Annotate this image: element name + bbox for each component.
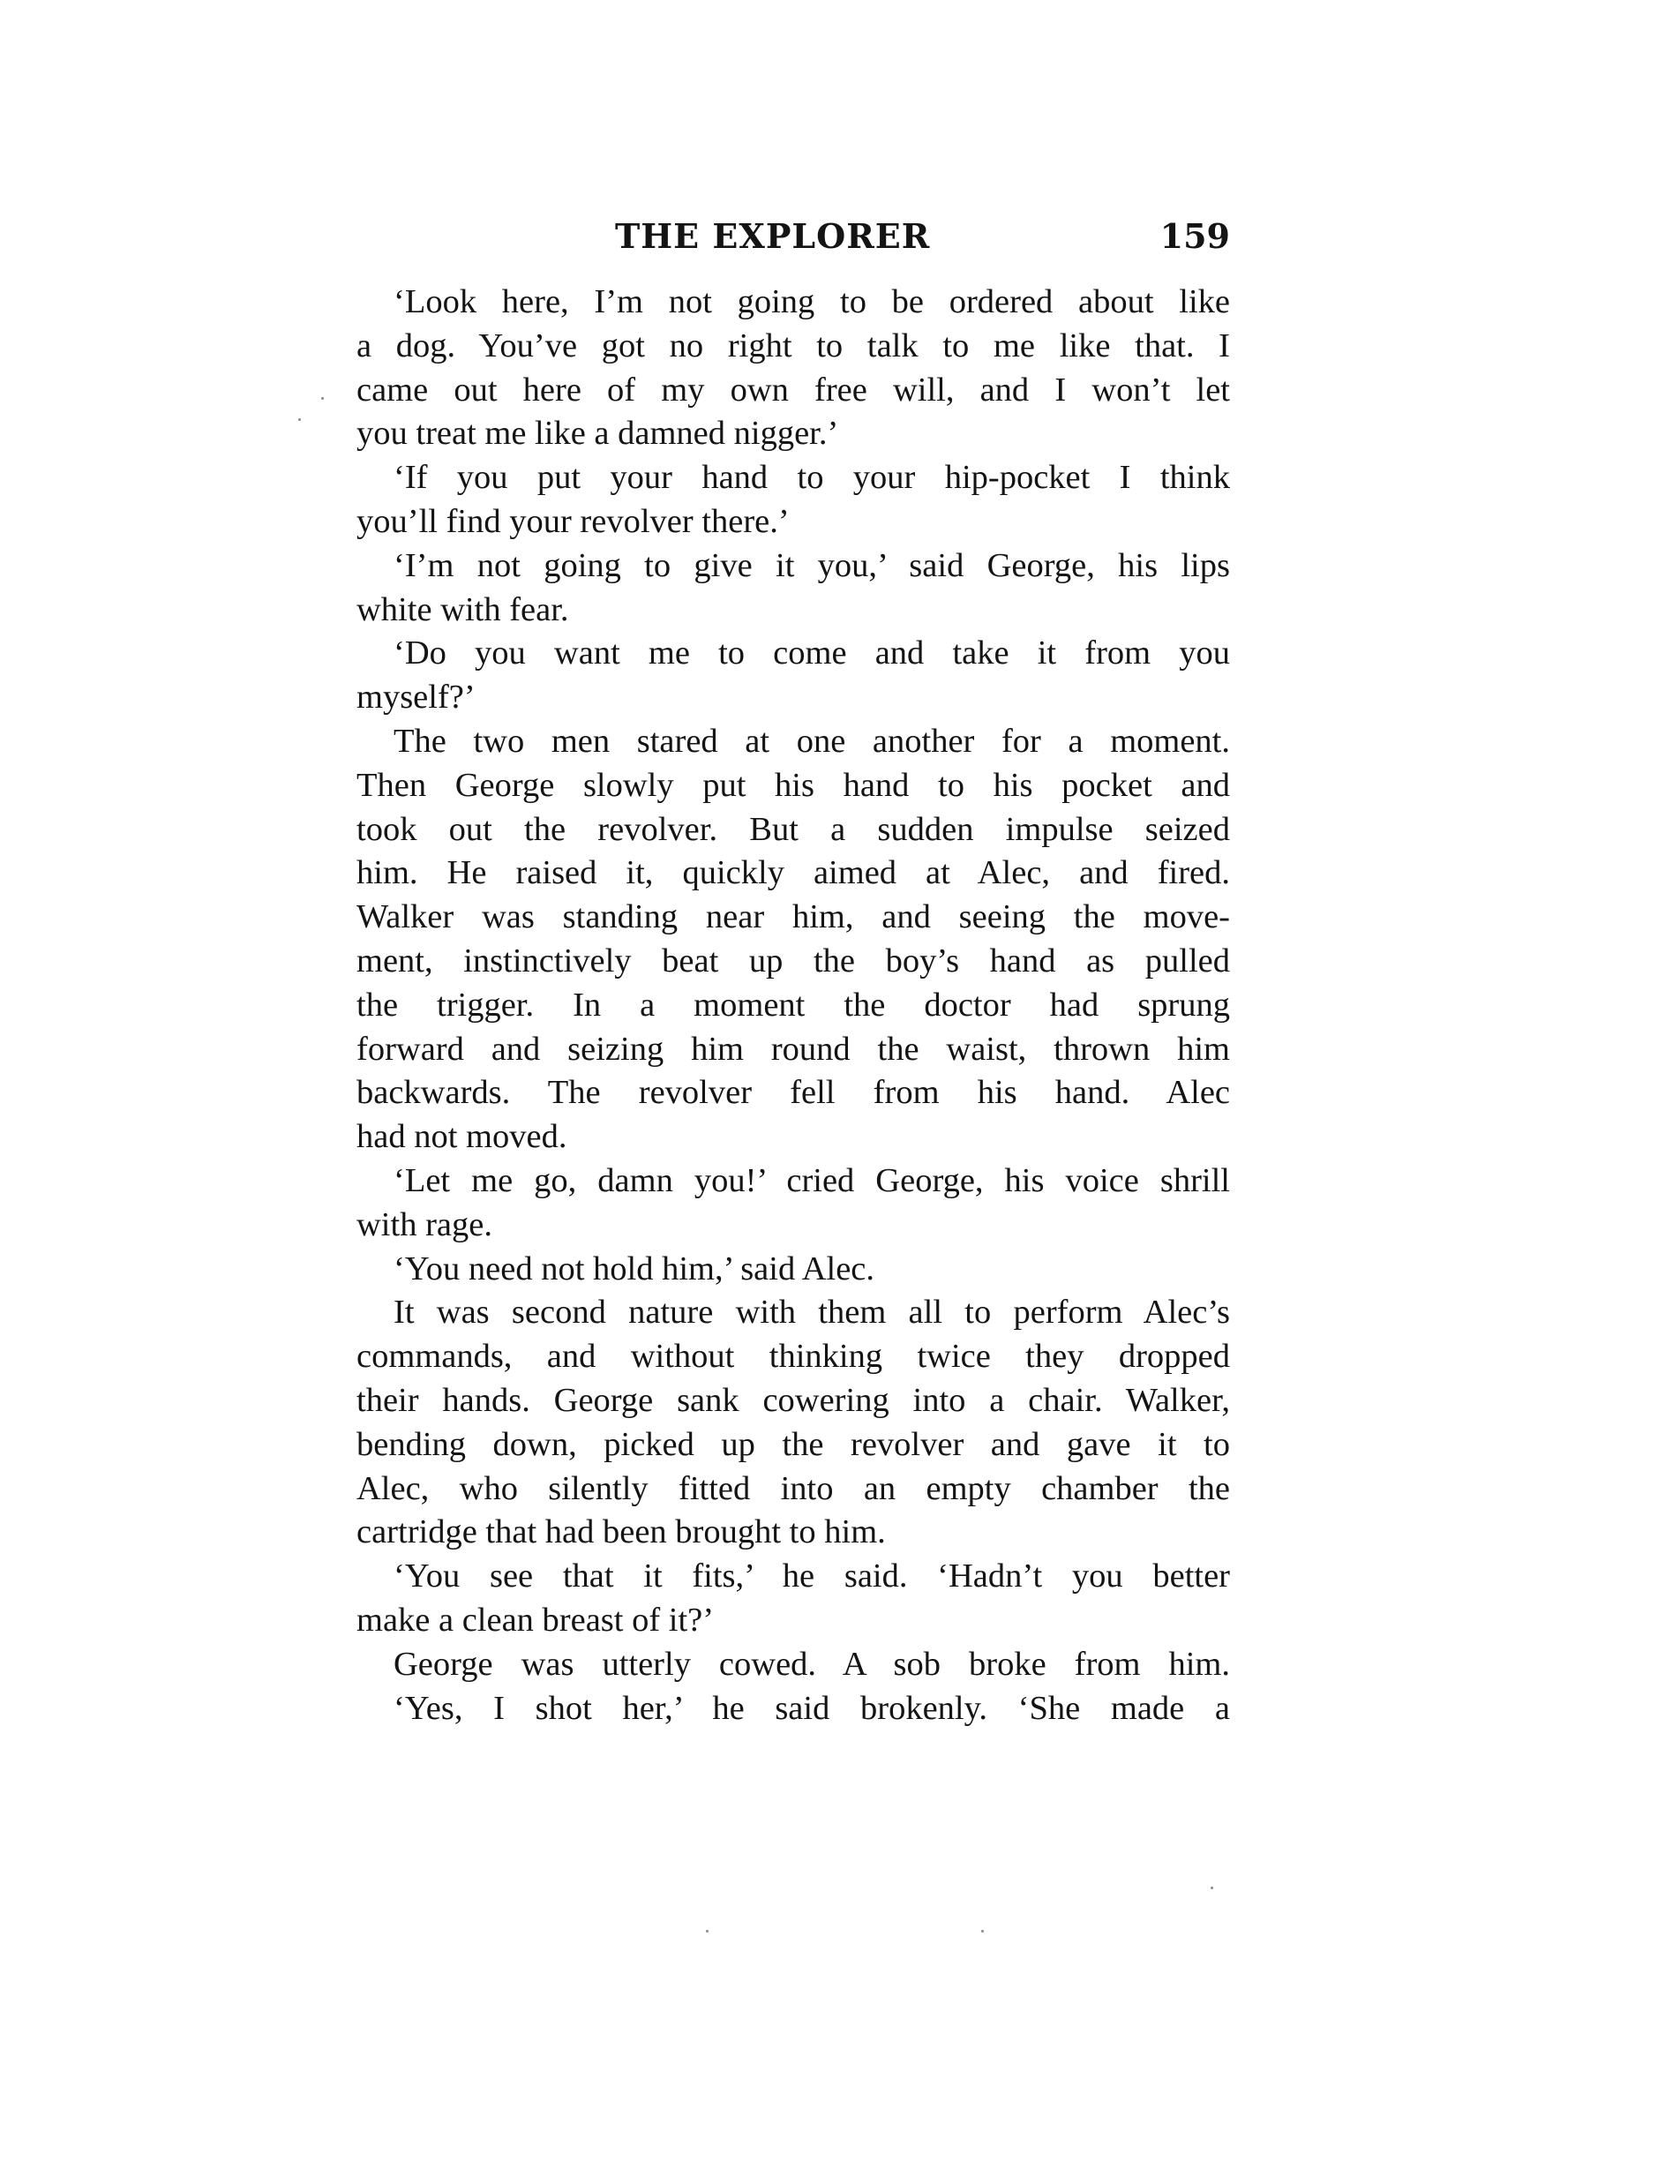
text-line: came out here of my own free will, and I won’t let xyxy=(356,371,1230,409)
text-line: backwards. The revolver fell from his hand. Alec xyxy=(356,1074,1230,1112)
text-line: a dog. You’ve got no right to talk to me like that. I xyxy=(356,326,1230,364)
text-line: their hands. George sank cowering into a chair. Walker, xyxy=(356,1381,1230,1419)
scan-speck xyxy=(321,397,324,400)
scan-speck xyxy=(981,1930,984,1933)
text-line: forward and seizing him round the waist, thrown him xyxy=(356,1030,1230,1068)
text-line: It was second nature with them all to perform Alec’s xyxy=(394,1294,1230,1332)
scan-speck xyxy=(706,1930,709,1933)
text-line: him. He raised it, quickly aimed at Alec, and fired. xyxy=(356,854,1230,892)
text-line: cartridge that had been brought to him. xyxy=(356,1513,886,1551)
text-line: bending down, picked up the revolver and gave it to xyxy=(356,1425,1230,1463)
text-line: ‘Let me go, damn you!’ cried George, his voice shrill xyxy=(394,1161,1230,1199)
text-line: you’ll find your revolver there.’ xyxy=(356,502,790,540)
text-line: took out the revolver. But a sudden impulse seized xyxy=(356,810,1230,848)
text-line: make a clean breast of it?’ xyxy=(356,1601,715,1639)
running-head xyxy=(356,210,1230,263)
text-line: the trigger. In a moment the doctor had sprung xyxy=(356,986,1230,1024)
body-text xyxy=(356,281,1230,1730)
running-title: THE EXPLORER xyxy=(615,216,931,256)
scan-speck xyxy=(298,418,301,421)
text-line: ‘Look here, I’m not going to be ordered about like xyxy=(394,283,1230,320)
text-line: you treat me like a damned nigger.’ xyxy=(356,415,839,453)
text-line: ‘Yes, I shot her,’ he said brokenly. ‘She made a xyxy=(394,1689,1230,1727)
text-line: Walker was standing near him, and seeing the move- xyxy=(356,898,1230,936)
text-line: ‘If you put your hand to your hip-pocket I think xyxy=(394,459,1230,497)
text-line: had not moved. xyxy=(356,1118,567,1156)
text-line: white with fear. xyxy=(356,590,569,628)
text-line: myself?’ xyxy=(356,679,476,717)
text-line: Then George slowly put his hand to his pocket and xyxy=(356,766,1230,804)
text-line: George was utterly cowed. A sob broke from him. xyxy=(394,1645,1230,1683)
text-line: ‘Do you want me to come and take it from you xyxy=(394,634,1230,672)
text-line: commands, and without thinking twice they dropped xyxy=(356,1338,1230,1376)
text-line: Alec, who silently fitted into an empty chamber the xyxy=(356,1469,1230,1507)
page-number: 159 xyxy=(1159,216,1230,256)
text-line: ment, instinctively beat up the boy’s hand as pulled xyxy=(356,942,1230,979)
text-line: with rage. xyxy=(356,1205,492,1243)
text-line: ‘You see that it fits,’ he said. ‘Hadn’t you better xyxy=(394,1557,1230,1595)
text-line: ‘I’m not going to give it you,’ said George, his lips xyxy=(394,546,1230,584)
text-line: The two men stared at one another for a moment. xyxy=(394,722,1230,760)
scan-speck xyxy=(1211,1887,1213,1889)
text-line: ‘You need not hold him,’ said Alec. xyxy=(394,1250,875,1287)
